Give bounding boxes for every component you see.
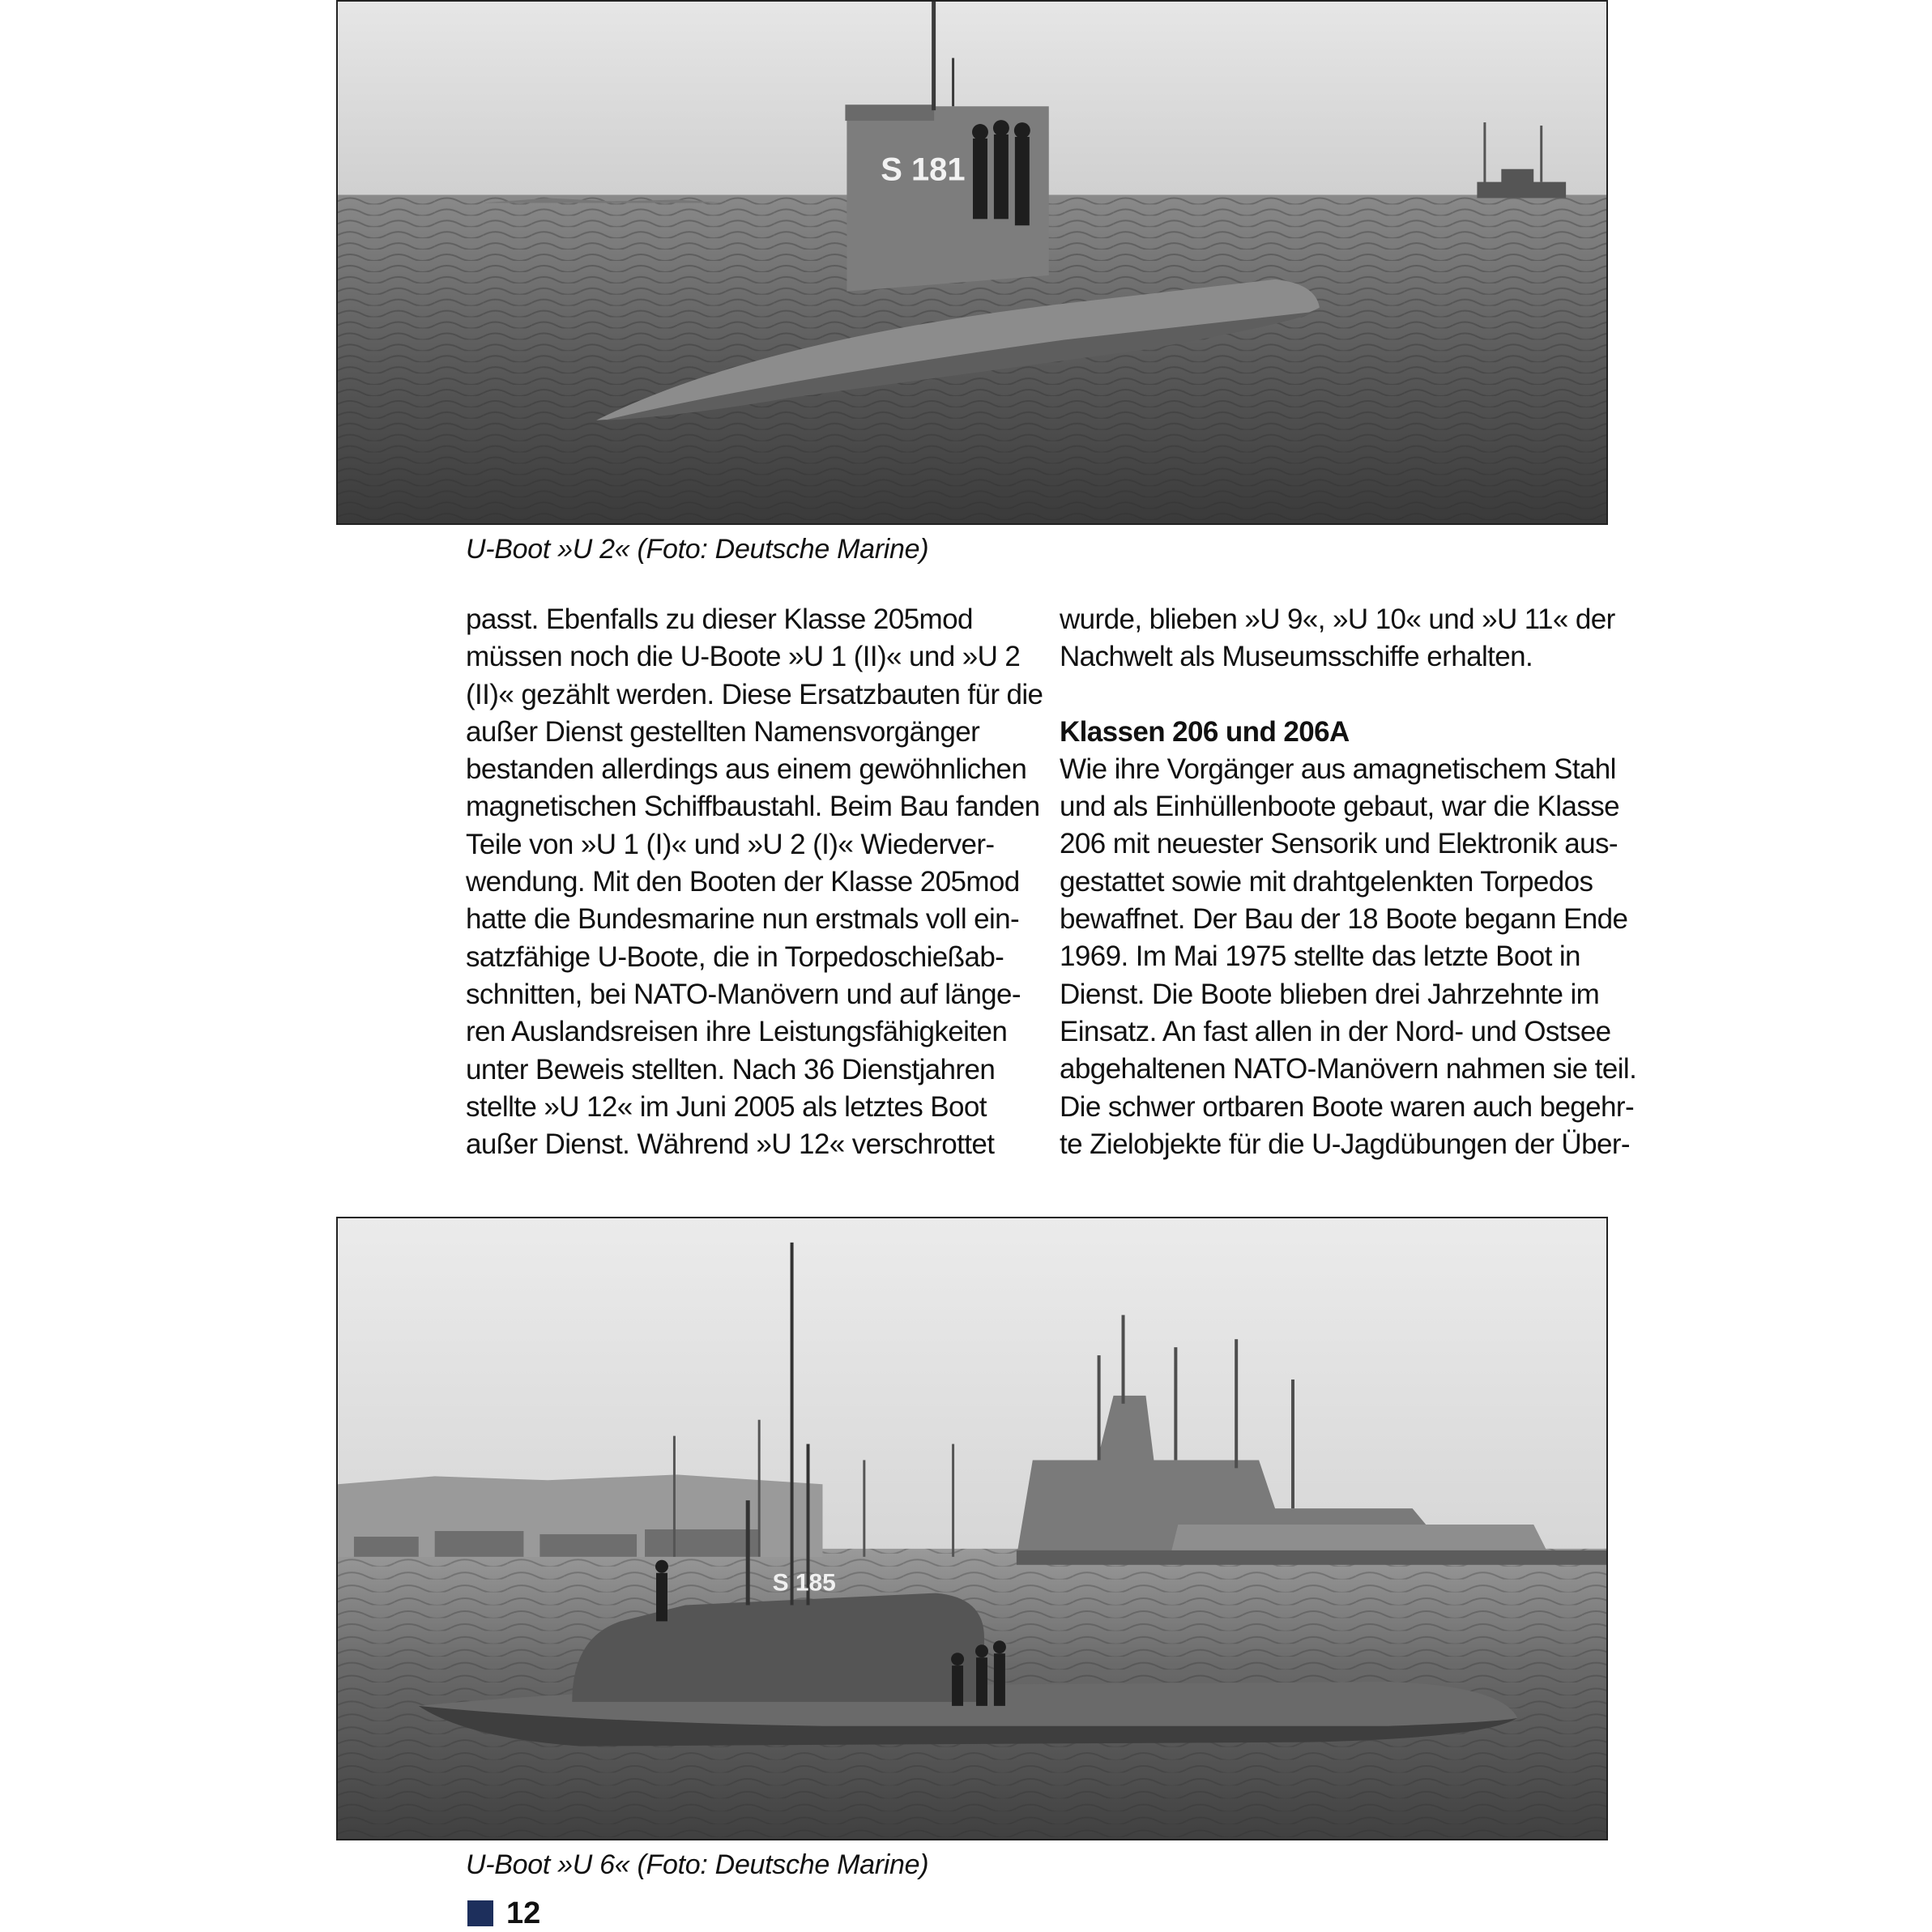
page-number-text: 12 xyxy=(506,1896,541,1930)
photo-u6 xyxy=(336,1217,1608,1840)
text-line: Die schwer ortbaren Boote waren auch begehr- xyxy=(1060,1090,1635,1123)
submarine-u6-image xyxy=(338,1218,1606,1839)
caption-u6: U-Boot »U 6« (Foto: Deutsche Marine) xyxy=(466,1849,929,1880)
text-line: schnitten, bei NATO-Manövern und auf länge- xyxy=(466,978,1021,1010)
text-line: Wie ihre Vorgänger aus amagnetischem Stahl xyxy=(1060,753,1616,785)
text-line: wendung. Mit den Booten der Klasse 205mod xyxy=(466,866,1020,898)
text-line: Teile von »U 1 (I)« und »U 2 (I)« Wiederver- xyxy=(466,828,995,860)
text-line: stellte »U 12« im Juni 2005 als letztes Boot xyxy=(466,1090,987,1123)
text-line: abgehaltenen NATO-Manövern nahmen sie teil. xyxy=(1060,1053,1637,1085)
hull-marking-s185: S 185 xyxy=(772,1569,836,1597)
text-line: Dienst. Die Boote blieben drei Jahrzehnte im xyxy=(1060,978,1600,1010)
text-line: (II)« gezählt werden. Diese Ersatzbauten für die xyxy=(466,678,1043,710)
text-line: und als Einhüllenboote gebaut, war die Klasse xyxy=(1060,791,1619,823)
text-line: magnetischen Schiffbaustahl. Beim Bau fanden xyxy=(466,791,1040,823)
text-line: bestanden allerdings aus einem gewöhnlichen xyxy=(466,753,1027,786)
text-line: hatte die Bundesmarine nun erstmals voll ein- xyxy=(466,903,1020,936)
text-line: außer Dienst. Während »U 12« verschrottet xyxy=(466,1128,995,1161)
text-line: außer Dienst gestellten Namensvorgänger xyxy=(466,715,980,748)
text-column-right xyxy=(1060,601,1637,1163)
text-line: 1969. Im Mai 1975 stellte das letzte Boot in xyxy=(1060,940,1580,973)
text-line: gestattet sowie mit drahtgelenkten Torpedos xyxy=(1060,865,1593,898)
hull-marking-s181: S 181 xyxy=(881,151,966,188)
text-line: satzfähige U-Boote, die in Torpedoschießab- xyxy=(466,940,1004,973)
section-heading: Klassen 206 und 206A xyxy=(1060,715,1350,748)
text-line: unter Beweis stellten. Nach 36 Dienstjahren xyxy=(466,1053,996,1085)
caption-u2: U-Boot »U 2« (Foto: Deutsche Marine) xyxy=(466,534,929,565)
photo-u2 xyxy=(336,0,1608,525)
text-line: müssen noch die U-Boote »U 1 (II)« und »U 2 xyxy=(466,641,1021,673)
text-line: Nachwelt als Museumsschiffe erhalten. xyxy=(1060,641,1533,673)
text-line: ren Auslandsreisen ihre Leistungsfähigkeiten xyxy=(466,1016,1008,1048)
text-column-left xyxy=(466,601,1043,1163)
text-line: 206 mit neuester Sensorik und Elektronik aus- xyxy=(1060,828,1618,860)
submarine-u2-image xyxy=(338,2,1606,523)
text-line: wurde, blieben »U 9«, »U 10« und »U 11« der xyxy=(1060,603,1615,635)
text-line: bewaffnet. Der Bau der 18 Boote begann Ende xyxy=(1060,903,1628,936)
page-number xyxy=(467,1897,540,1930)
text-line: passt. Ebenfalls zu dieser Klasse 205mod xyxy=(466,603,973,635)
text-line: te Zielobjekte für die U-Jagdübungen der Über- xyxy=(1060,1128,1630,1160)
page-marker-square xyxy=(467,1900,493,1926)
text-line: Einsatz. An fast allen in der Nord- und Ostsee xyxy=(1060,1015,1611,1047)
